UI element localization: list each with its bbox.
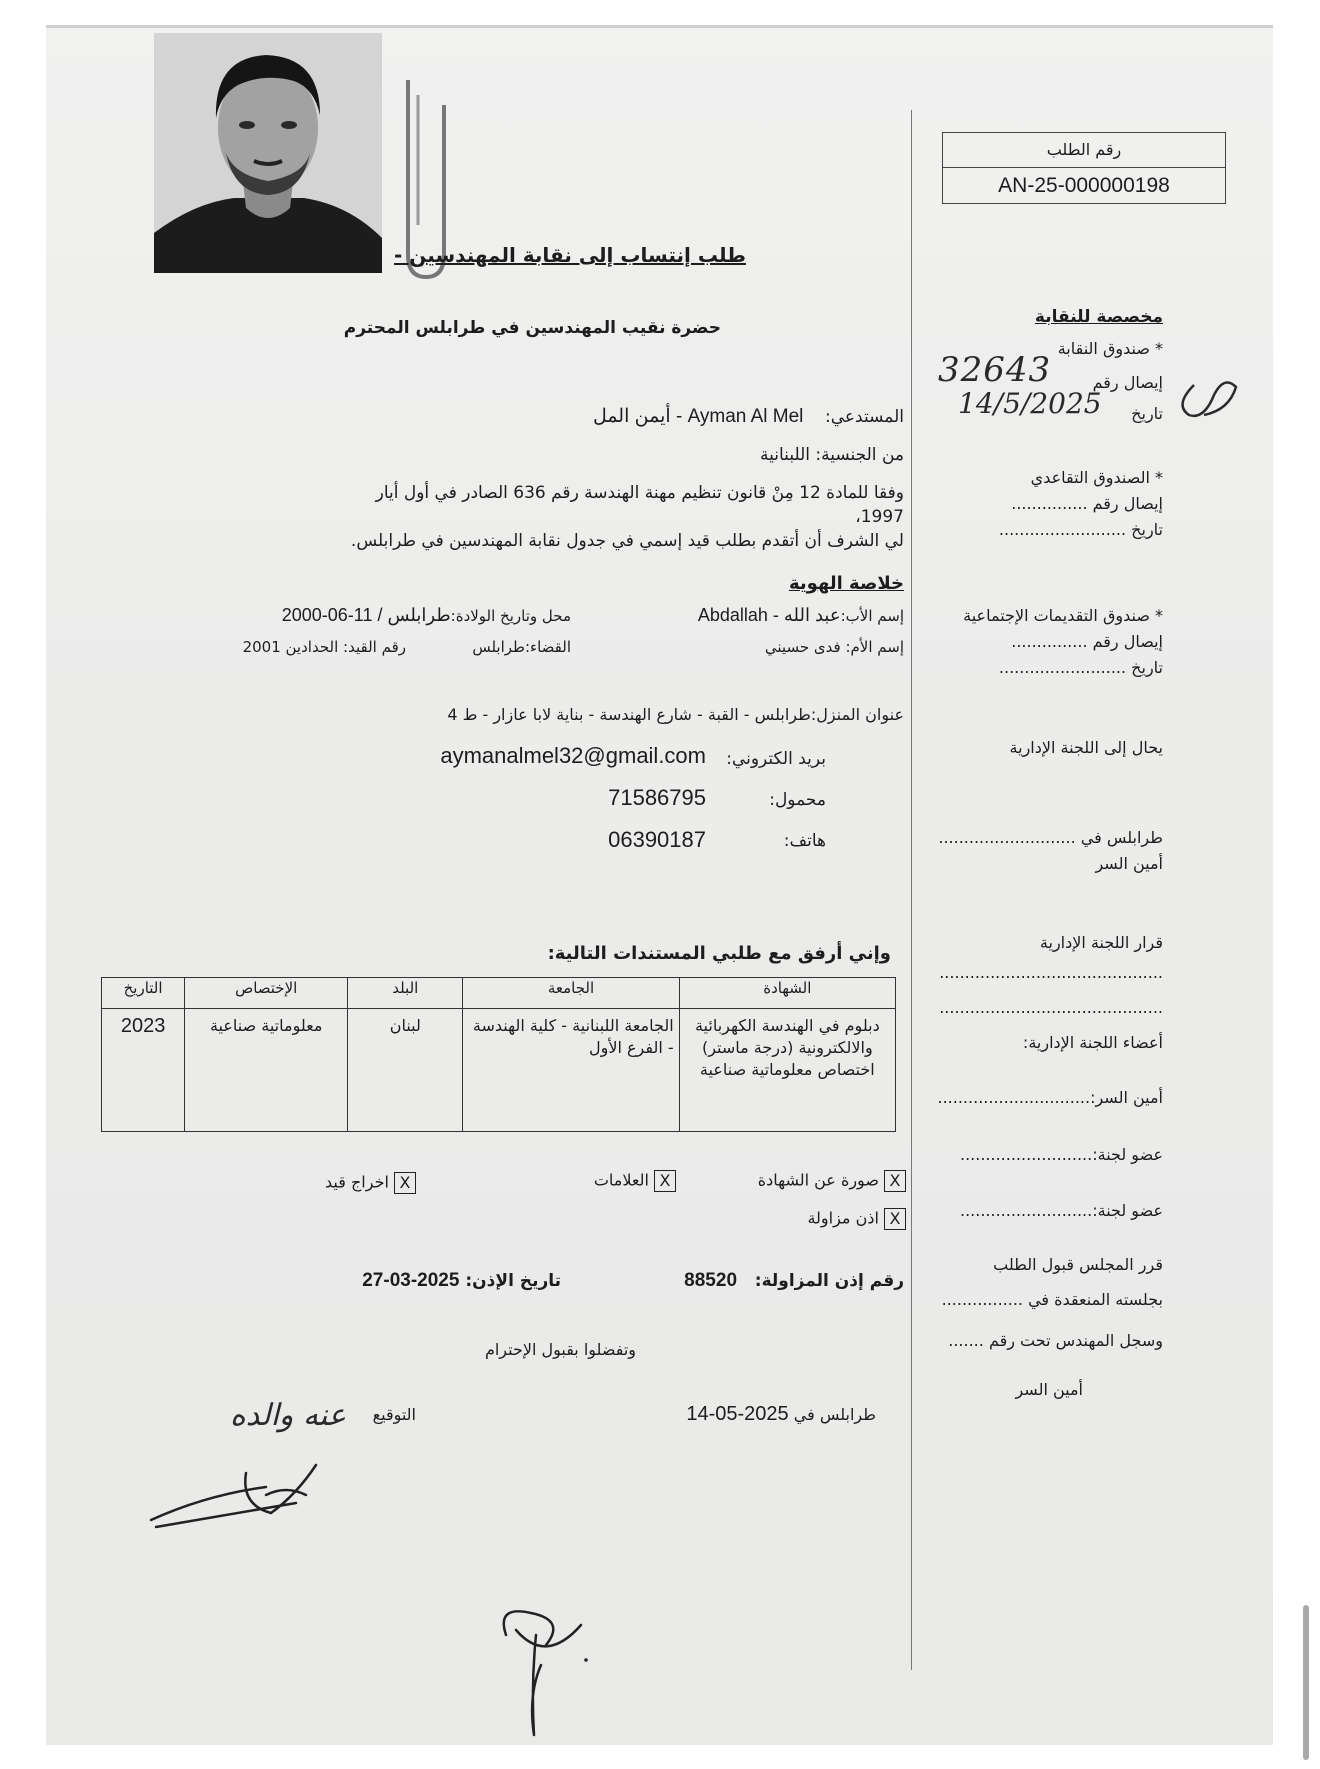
member1-line: عضو لجنة:.......................... [959,1145,1163,1164]
mother-value: فدى حسيني [764,638,841,656]
fund1-receipt-label: إيصال رقم [1092,373,1163,392]
permit-date-label: تاريخ الإذن: [465,1271,561,1291]
phone-label: هاتف: [783,831,826,851]
documents-heading: وإني أرفق مع طلبي المستندات التالية: [547,943,891,964]
col-specialty: الإختصاص [185,978,348,1009]
fund3-title: * صندوق التقديمات الإجتماعية [963,606,1163,625]
scrollbar-thumb[interactable] [1303,1605,1309,1760]
nationality-row [546,445,904,465]
email-value: aymanalmel32@gmail.com [440,743,706,768]
checkbox-certificate[interactable]: X [884,1170,906,1192]
place-date-row [526,1403,876,1426]
mother-row [646,638,904,656]
fund1-receipt-handwritten: 32643 [938,350,1052,390]
document-page [46,25,1273,1745]
nationality-value: اللبنانية [760,445,810,465]
request-number-box [942,132,1226,204]
applicant-label: المستدعي: [825,407,904,427]
col-degree: الشهادة [679,978,895,1009]
committee-decision: قرار اللجنة الإدارية [1039,933,1163,952]
nationality-label: من الجنسية: [815,445,904,465]
statement-line-1: وفقا للمادة 12 مِنْ قانون تنظيم مهنة الهندسة رقم 636 الصادر في أول أيار 1997، [375,483,904,527]
table-row [102,1009,896,1132]
district-label: القضاء: [524,638,571,656]
fund1-date-label: تاريخ [1131,404,1163,423]
fund2-title: * الصندوق التقاعدي [1030,468,1163,487]
identity-heading: خلاصة الهوية [789,573,904,594]
signature-note: عنه والده [229,1398,346,1433]
cell-university: الجامعة اللبنانية - كلية الهندسة - الفرع الأول [463,1009,679,1132]
cell-specialty: معلوماتية صناعية [185,1009,348,1132]
phone-value: 06390187 [608,827,706,852]
tripoli-on-line: طرابلس في ........................... [938,828,1163,847]
district-value: طرابلس [472,638,525,656]
permit-number-label: رقم إذن المزاولة: [754,1271,904,1291]
page-top-edge [46,25,1273,28]
stamp-signature [486,1605,606,1745]
signature-scribble [146,1455,326,1535]
father-value: عبد الله - Abdallah [697,605,841,625]
signature-label: التوقيع [372,1405,416,1424]
member2-line: عضو لجنة:.......................... [959,1201,1163,1220]
applicant-row [466,405,904,428]
column-divider [911,110,912,1670]
committee-members: أعضاء اللجنة الإدارية: [1022,1033,1163,1052]
documents-table [101,977,896,1132]
secretary-line-1: أمين السر [1095,854,1163,873]
table-header-row [102,978,896,1009]
mobile-label: محمول: [769,790,826,810]
birth-label: محل وتاريخ الولادة: [450,607,571,625]
checkbox-registry-extract[interactable]: X [394,1172,416,1194]
fund3-date: تاريخ ......................... [998,658,1163,677]
council-line-1: قرر المجلس قبول الطلب [993,1255,1163,1274]
attachment-grades [486,1170,676,1192]
statement-line-2: لي الشرف أن أتقدم بطلب قيد إسمي في جدول نقابة المهندسين في طرابلس. [350,531,904,551]
secretary-sign-line: أمين السر:.............................. [937,1088,1163,1107]
permit-date-row [246,1270,561,1292]
reserved-heading: مخصصة للنقابة [1034,307,1163,327]
fund1-title: * صندوق النقابة [1057,339,1163,358]
registry-row [156,638,406,656]
portrait-illustration [154,33,382,273]
form-title: طلب إنتساب إلى نقابة المهندسين - [394,243,746,267]
fund1-date-handwritten: 14/5/2025 [958,387,1102,420]
registered-line: وسجل المهندس تحت رقم ....... [948,1331,1163,1350]
col-country: البلد [348,978,463,1009]
col-university: الجامعة [463,978,679,1009]
checkbox-grades[interactable]: X [654,1170,676,1192]
place-date-label: طرابلس في [793,1405,876,1424]
mobile-value: 71586795 [608,785,706,810]
applicant-photo [154,33,382,273]
attachment-grades-label: العلامات [593,1170,649,1190]
checkbox-practice-permit[interactable]: X [884,1208,906,1230]
address-value: طرابلس - القبة - شارع الهندسة - بناية لابا عازار - ط 4 [447,705,811,724]
cell-date: 2023 [102,1009,185,1132]
col-date: التاريخ [102,978,185,1009]
permit-date-value: 2025-03-27 [362,1270,460,1291]
request-number-label: رقم الطلب [943,133,1225,168]
registry-value: الحدادين 2001 [242,638,339,656]
statement [326,481,904,553]
regards-line: وتفضلوا بقبول الإحترام [484,1340,636,1359]
fund2-date: تاريخ ......................... [998,520,1163,539]
address-row [346,705,904,724]
attachment-registry-extract-label: اخراج قيد [325,1172,389,1192]
request-number-value: AN-25-000000198 [998,174,1170,197]
addressee-line: حضرة نقيب المهندسين في طرابلس المحترم [343,318,721,338]
place-date-value: 2025-05-14 [686,1403,789,1425]
cell-country: لبنان [348,1009,463,1132]
mother-label: إسم الأم: [845,638,904,656]
attachment-practice-permit-label: اذن مزاولة [807,1208,879,1228]
referred-line: يحال إلى اللجنة الإدارية [1009,738,1163,757]
cell-degree: دبلوم في الهندسة الكهربائية والالكترونية (درجة ماستر) اختصاص معلوماتية صناعية [679,1009,895,1132]
attachment-registry-extract [226,1172,416,1194]
initials-scribble [1174,365,1244,425]
permit-number-row [606,1270,904,1292]
registry-label: رقم القيد: [343,638,406,656]
attachment-practice-permit [686,1208,906,1230]
fund3-receipt: إيصال رقم ............... [1011,632,1163,651]
father-row [606,605,904,626]
address-label: عنوان المنزل: [810,705,904,724]
decision-dotline-1: ............................................ [939,963,1163,982]
secretary-final: أمين السر [1015,1380,1083,1399]
attachment-certificate-label: صورة عن الشهادة [757,1170,879,1190]
district-row [426,638,571,656]
council-line-2: بجلسته المنعقدة في ................ [941,1290,1163,1309]
birth-value: طرابلس / 11-06-2000 [281,605,451,625]
father-label: إسم الأب: [840,607,904,625]
fund2-receipt: إيصال رقم ............... [1011,494,1163,513]
decision-dotline-2: ............................................ [939,998,1163,1017]
email-label: بريد الكتروني: [726,749,826,769]
attachment-certificate [686,1170,906,1192]
birth-row [196,605,571,626]
permit-number-value: 88520 [684,1270,738,1291]
applicant-name: Ayman Al Mel - أيمن المل [592,406,804,427]
